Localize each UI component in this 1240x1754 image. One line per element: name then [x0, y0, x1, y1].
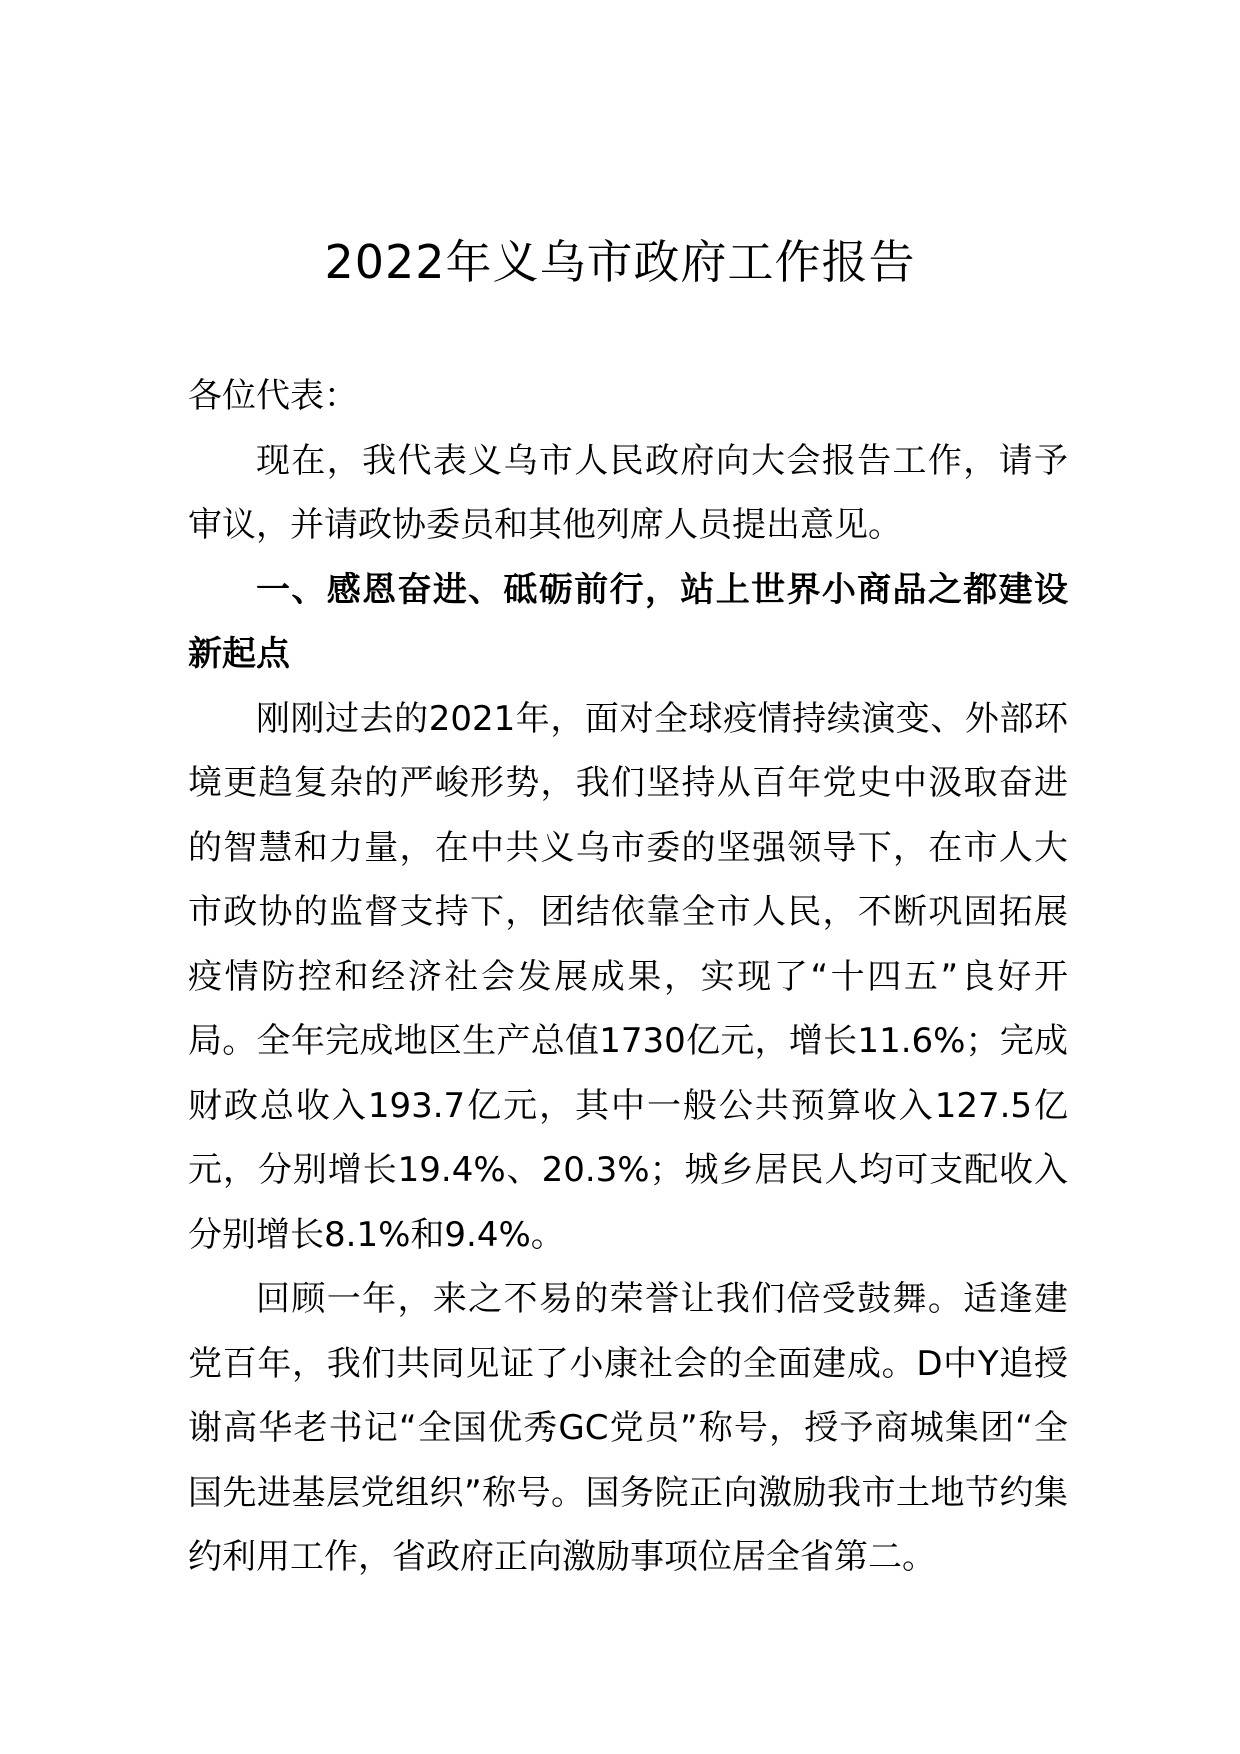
paragraph-review: 刚刚过去的2021年，面对全球疫情持续演变、外部环境更趋复杂的严峻形势，我们坚持从百年党史中汲取奋进的智慧和力量，在中共义乌市委的坚强领导下，在市人大市政协的监督支持下，团结依靠全市人民，不断巩固拓展疫情防控和经济社会发展成果，实现了“十四五”良好开局。全年完成地区生产总值1730亿元，增长11.6%；完成财政总收入193.7亿元，其中一般公共预算收入127.5亿元，分别增长19.4%、20.3%；城乡居民人均可支配收入分别增长8.1%和9.4%。	[188, 698, 1068, 1255]
document-body	[188, 364, 1068, 1590]
document-title: 2022年义乌市政府工作报告	[324, 235, 916, 289]
paragraph-intro: 现在，我代表义乌市人民政府向大会报告工作，请予审议，并请政协委员和其他列席人员提出意见。	[188, 440, 1068, 545]
salutation: 各位代表：	[188, 376, 358, 416]
section-heading: 一、感恩奋进、砥砺前行，站上世界小商品之都建设新起点	[188, 569, 1068, 674]
paragraph-honors: 回顾一年，来之不易的荣誉让我们倍受鼓舞。适逢建党百年，我们共同见证了小康社会的全面建成。D中Y追授谢高华老书记“全国优秀GC党员”称号，授予商城集团“全国先进基层党组织”称号。国务院正向激励我市土地节约集约利用工作，省政府正向激励事项位居全省第二。	[188, 1279, 1068, 1577]
